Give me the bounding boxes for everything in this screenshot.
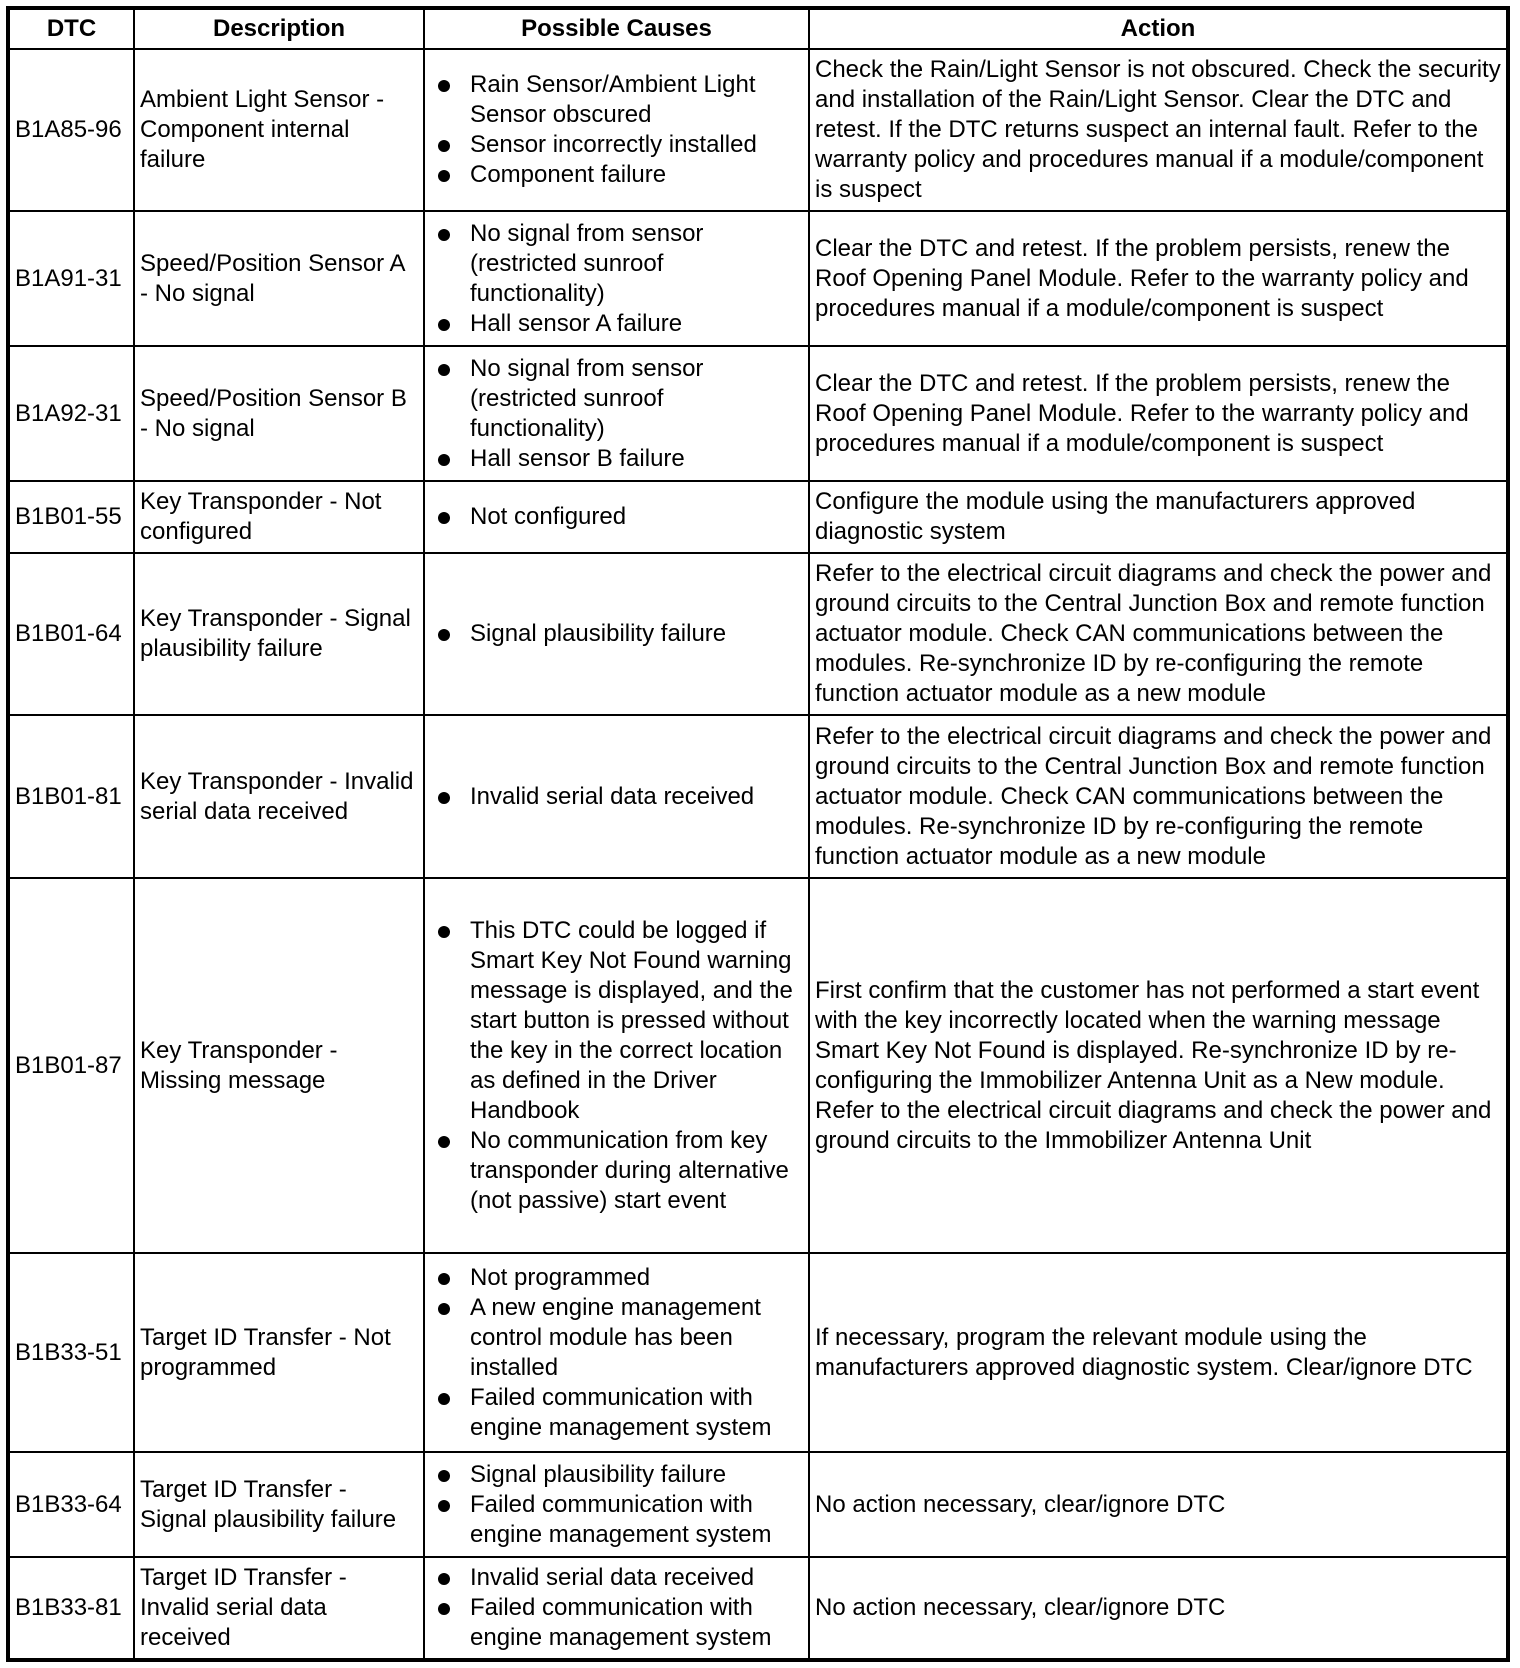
dtc-code: B1B33-64 <box>8 1452 134 1557</box>
possible-causes <box>424 49 809 211</box>
dtc-table <box>6 6 1510 1662</box>
dtc-code: B1B01-55 <box>8 481 134 553</box>
cause-item: Rain Sensor/Ambient Light Sensor obscured <box>470 70 803 130</box>
dtc-description: Speed/Position Sensor B - No signal <box>134 346 424 481</box>
possible-causes <box>424 211 809 346</box>
cause-item: No signal from sensor (restricted sunroof functionality) <box>470 219 803 309</box>
dtc-description: Key Transponder - Invalid serial data received <box>134 715 424 878</box>
cause-item: Component failure <box>470 160 803 190</box>
table-row <box>8 1452 1508 1557</box>
action-text: If necessary, program the relevant module using the manufacturers approved diagnostic system. Clear/ignore DTC <box>809 1253 1508 1452</box>
cause-item: Failed communication with engine management system <box>470 1490 803 1550</box>
table-row <box>8 1557 1508 1660</box>
causes-list <box>430 619 803 649</box>
table-row <box>8 1253 1508 1452</box>
causes-list <box>430 916 803 1216</box>
dtc-code: B1A92-31 <box>8 346 134 481</box>
cause-item: Not configured <box>470 502 803 532</box>
dtc-description: Target ID Transfer - Not programmed <box>134 1253 424 1452</box>
possible-causes <box>424 346 809 481</box>
possible-causes <box>424 1452 809 1557</box>
causes-list <box>430 1563 803 1653</box>
header-description: Description <box>134 8 424 49</box>
dtc-code: B1B33-81 <box>8 1557 134 1660</box>
table-row <box>8 553 1508 715</box>
dtc-description: Key Transponder - Missing message <box>134 878 424 1253</box>
action-text: Clear the DTC and retest. If the problem persists, renew the Roof Opening Panel Module. Refer to the warranty policy and procedures manual if a module/component is suspect <box>809 346 1508 481</box>
cause-item: Hall sensor B failure <box>470 444 803 474</box>
possible-causes <box>424 481 809 553</box>
cause-item: Invalid serial data received <box>470 1563 803 1593</box>
action-text: Refer to the electrical circuit diagrams and check the power and ground circuits to the Central Junction Box and remote function actuator module. Check CAN communications between the modules. Re-synchronize ID by re-configuring the remote function actuator module as a new module <box>809 715 1508 878</box>
cause-item: A new engine management control module has been installed <box>470 1293 803 1383</box>
dtc-code: B1B01-87 <box>8 878 134 1253</box>
dtc-description: Key Transponder - Signal plausibility failure <box>134 553 424 715</box>
possible-causes <box>424 715 809 878</box>
possible-causes <box>424 878 809 1253</box>
dtc-code: B1A85-96 <box>8 49 134 211</box>
header-action: Action <box>809 8 1508 49</box>
dtc-description: Target ID Transfer - Invalid serial data received <box>134 1557 424 1660</box>
table-row <box>8 346 1508 481</box>
dtc-description: Key Transponder - Not configured <box>134 481 424 553</box>
cause-item: This DTC could be logged if Smart Key Not Found warning message is displayed, and the start button is pressed without the key in the correct location as defined in the Driver Handbook <box>470 916 803 1126</box>
table-row <box>8 211 1508 346</box>
table-row <box>8 481 1508 553</box>
cause-item: Invalid serial data received <box>470 782 803 812</box>
cause-item: No communication from key transponder during alternative (not passive) start event <box>470 1126 803 1216</box>
action-text: Configure the module using the manufacturers approved diagnostic system <box>809 481 1508 553</box>
dtc-description: Speed/Position Sensor A - No signal <box>134 211 424 346</box>
causes-list <box>430 70 803 190</box>
table-row <box>8 49 1508 211</box>
cause-item: Not programmed <box>470 1263 803 1293</box>
possible-causes <box>424 1253 809 1452</box>
causes-list <box>430 354 803 474</box>
table-row <box>8 878 1508 1253</box>
action-text: Clear the DTC and retest. If the problem persists, renew the Roof Opening Panel Module. Refer to the warranty policy and procedures manual if a module/component is suspect <box>809 211 1508 346</box>
possible-causes <box>424 1557 809 1660</box>
causes-list <box>430 502 803 532</box>
cause-item: Failed communication with engine management system <box>470 1593 803 1653</box>
causes-list <box>430 1263 803 1443</box>
cause-item: Sensor incorrectly installed <box>470 130 803 160</box>
dtc-description: Target ID Transfer - Signal plausibility failure <box>134 1452 424 1557</box>
action-text: No action necessary, clear/ignore DTC <box>809 1557 1508 1660</box>
causes-list <box>430 782 803 812</box>
cause-item: Failed communication with engine management system <box>470 1383 803 1443</box>
cause-item: Signal plausibility failure <box>470 1460 803 1490</box>
causes-list <box>430 219 803 339</box>
dtc-description: Ambient Light Sensor - Component internal failure <box>134 49 424 211</box>
action-text: No action necessary, clear/ignore DTC <box>809 1452 1508 1557</box>
action-text: Check the Rain/Light Sensor is not obscured. Check the security and installation of the Rain/Light Sensor. Clear the DTC and retest. If the DTC returns suspect an internal fault. Refer to the warranty policy and procedures manual if a module/component is suspect <box>809 49 1508 211</box>
dtc-code: B1B01-81 <box>8 715 134 878</box>
dtc-code: B1B01-64 <box>8 553 134 715</box>
cause-item: Signal plausibility failure <box>470 619 803 649</box>
cause-item: No signal from sensor (restricted sunroof functionality) <box>470 354 803 444</box>
action-text: Refer to the electrical circuit diagrams and check the power and ground circuits to the Central Junction Box and remote function actuator module. Check CAN communications between the modules. Re-synchronize ID by re-configuring the remote function actuator module as a new module <box>809 553 1508 715</box>
cause-item: Hall sensor A failure <box>470 309 803 339</box>
header-possible-causes: Possible Causes <box>424 8 809 49</box>
table-row <box>8 715 1508 878</box>
causes-list <box>430 1460 803 1550</box>
action-text: First confirm that the customer has not performed a start event with the key incorrectly located when the warning message Smart Key Not Found is displayed. Re-synchronize ID by re-configuring the Immobilizer Antenna Unit as a New module. Refer to the electrical circuit diagrams and check the power and ground circuits to the Immobilizer Antenna Unit <box>809 878 1508 1253</box>
dtc-code: B1A91-31 <box>8 211 134 346</box>
header-dtc: DTC <box>8 8 134 49</box>
dtc-code: B1B33-51 <box>8 1253 134 1452</box>
possible-causes <box>424 553 809 715</box>
header-row <box>8 8 1508 49</box>
